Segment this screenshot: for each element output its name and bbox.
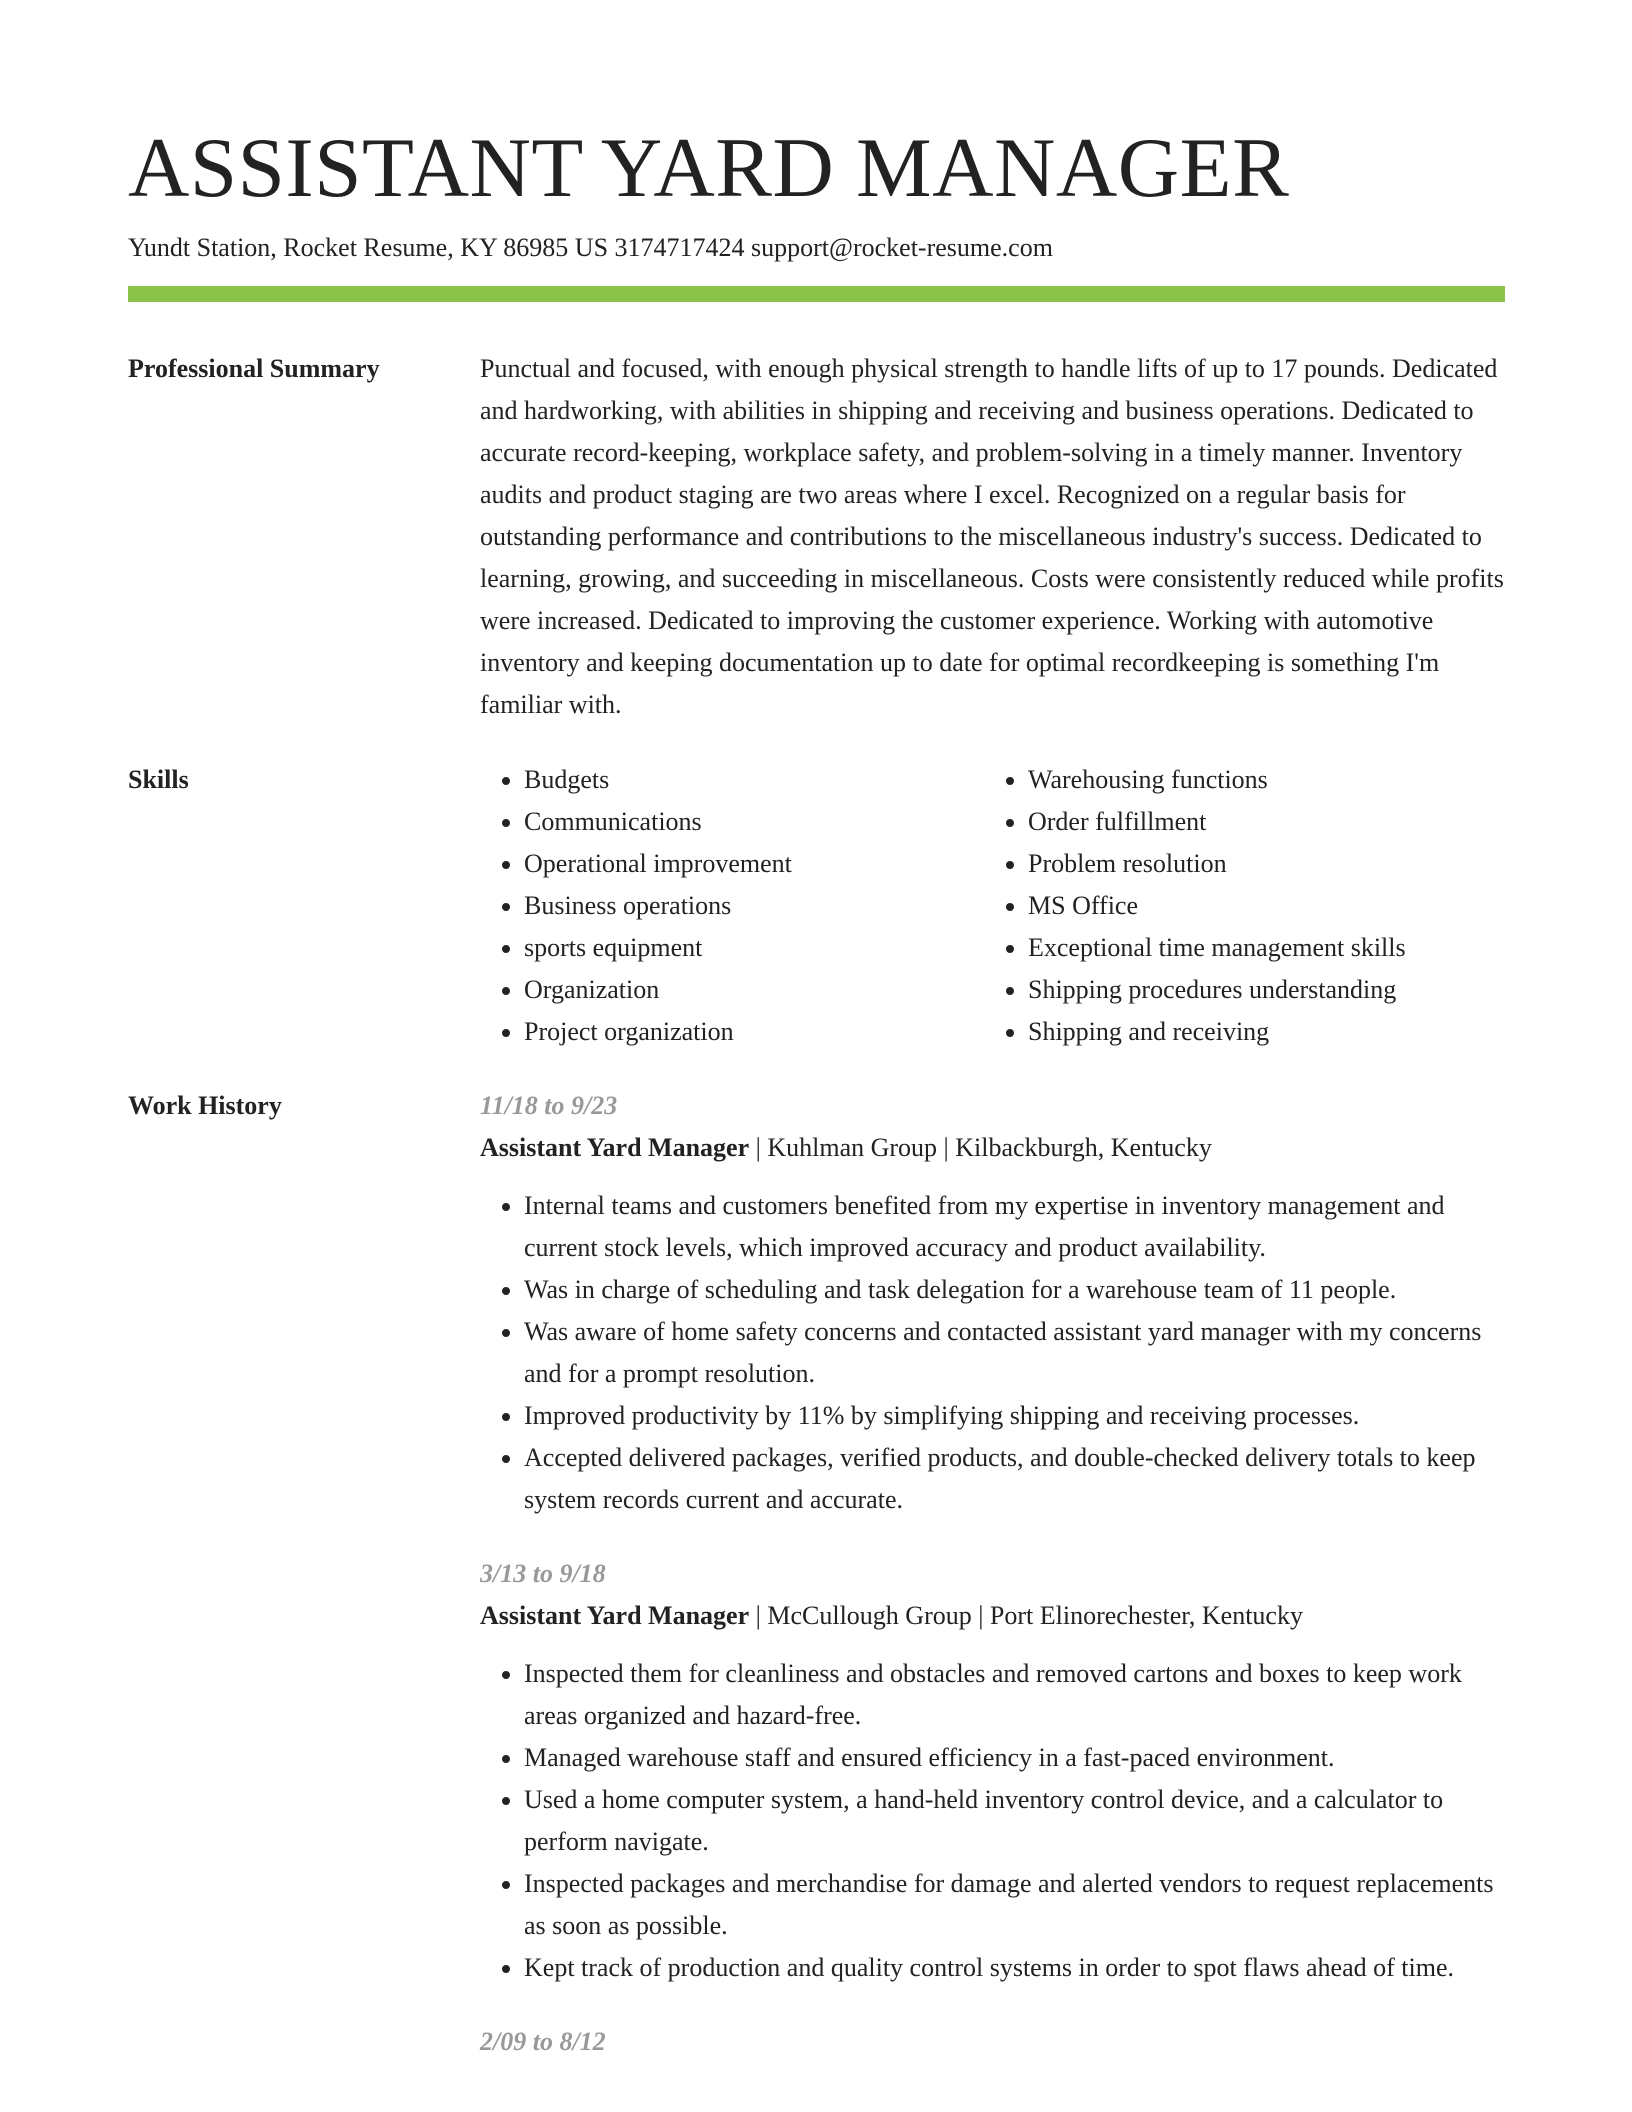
job-bullet: • Used a home computer system, a hand-held inventory control device, and a calculator to perform navigate. [524,1779,1505,1863]
job-bullet: • Accepted delivered packages, verified products, and double-checked delivery totals to keep system records current and accurate. [524,1437,1505,1521]
skills-list-left [480,759,984,1053]
job-bullet: • Was in charge of scheduling and task delegation for a warehouse team of 11 people. [524,1269,1505,1311]
summary-body [480,348,1505,726]
job-bullet: • Was aware of home safety concerns and contacted assistant yard manager with my concerns and for a prompt resolution. [524,1311,1505,1395]
skill-item: • Problem resolution [1028,843,1505,885]
work-history-body [480,1085,1505,2063]
skill-item: • Exceptional time management skills [1028,927,1505,969]
job-dates: 11/18 to 9/23 [480,1091,618,1120]
skill-item: • Communications [524,801,984,843]
skill-item: • Business operations [524,885,984,927]
accent-divider [128,286,1505,302]
job-bullet-list [480,1653,1505,1989]
job-bullet-list [480,1185,1505,1521]
job-heading [480,1595,1505,1637]
job-bullet: • Managed warehouse staff and ensured efficiency in a fast-paced environment. [524,1737,1505,1779]
job-bullet: • Kept track of production and quality control systems in order to spot flaws ahead of time. [524,1947,1505,1989]
summary-text: Punctual and focused, with enough physical strength to handle lifts of up to 17 pounds. Dedicated and hardworking, with abilities in shipping and receiving and business operations. Dedicated to accurate record-keeping, workplace safety, and problem-solving in a timely manner. Inventory audits and product staging are two areas where I excel. Recognized on a regular basis for outstanding performance and contributions to the miscellaneous industry's success. Dedicated to learning, growing, and succeeding in miscellaneous. Costs were consistently reduced while profits were increased. Dedicated to improving the customer experience. Working with automotive inventory and keeping documentation up to date for optimal recordkeeping is something I'm familiar with. [480,354,1504,719]
job-bullet: • Internal teams and customers benefited from my expertise in inventory management and current stock levels, which improved accuracy and product availability. [524,1185,1505,1269]
skills-list-right [984,759,1505,1053]
job-entry [480,1553,1505,1989]
skill-item: • MS Office [1028,885,1505,927]
section-label-summary: Professional Summary [128,354,380,383]
skill-item: • Order fulfillment [1028,801,1505,843]
job-dates: 2/09 to 8/12 [480,2027,606,2056]
job-employer-location: | Kuhlman Group | Kilbackburgh, Kentucky [749,1133,1212,1162]
skills-body [480,759,1505,1053]
job-entry [480,2021,1505,2063]
contact-line: Yundt Station, Rocket Resume, KY 86985 US 3174717424 support@rocket-resume.com [128,233,1053,262]
section-label-skills: Skills [128,765,189,794]
skill-item: • sports equipment [524,927,984,969]
job-bullet: • Improved productivity by 11% by simplifying shipping and receiving processes. [524,1395,1505,1437]
job-bullet: • Inspected packages and merchandise for damage and alerted vendors to request replacements as soon as possible. [524,1863,1505,1947]
job-title: Assistant Yard Manager [480,1601,750,1630]
job-dates: 3/13 to 9/18 [480,1559,606,1588]
skill-item: • Budgets [524,759,984,801]
job-entry [480,1085,1505,1521]
skill-item: • Organization [524,969,984,1011]
skill-item: • Project organization [524,1011,984,1053]
skill-item: • Warehousing functions [1028,759,1505,801]
job-title: Assistant Yard Manager [480,1133,750,1162]
job-bullet: • Inspected them for cleanliness and obstacles and removed cartons and boxes to keep work areas organized and hazard-free. [524,1653,1505,1737]
job-heading [480,1127,1505,1169]
page-title: ASSISTANT YARD MANAGER [128,121,1290,215]
skill-item: • Operational improvement [524,843,984,885]
skill-item: • Shipping and receiving [1028,1011,1505,1053]
section-label-work-history: Work History [128,1091,282,1120]
skill-item: • Shipping procedures understanding [1028,969,1505,1011]
job-employer-location: | McCullough Group | Port Elinorechester, Kentucky [749,1601,1303,1630]
